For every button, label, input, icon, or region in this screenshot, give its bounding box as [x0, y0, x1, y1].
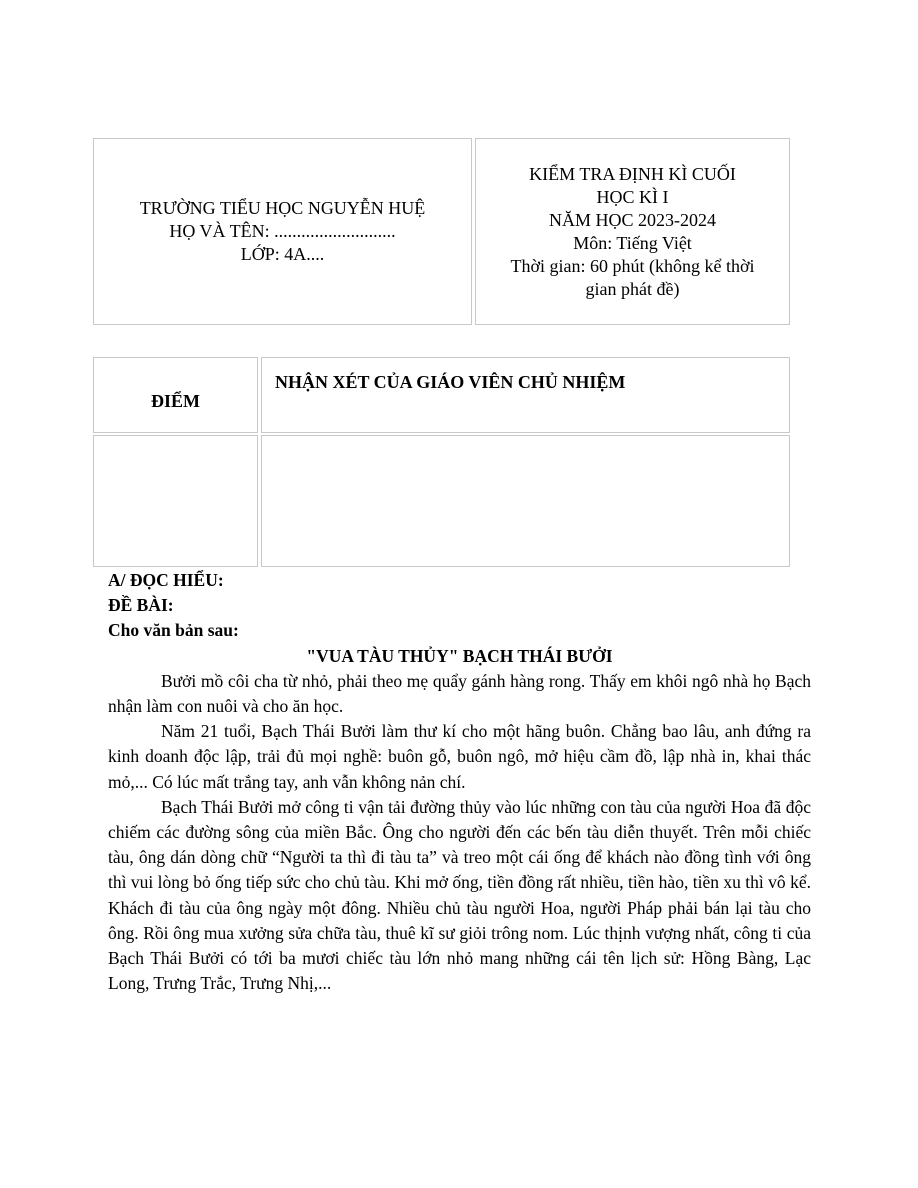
passage-title: "VUA TÀU THỦY" BẠCH THÁI BƯỞI [306, 645, 613, 666]
score-input-row [93, 435, 790, 567]
school-name: TRƯỜNG TIỂU HỌC NGUYỄN HUỆ [139, 198, 426, 218]
intro-text: Cho văn bản sau: [108, 620, 239, 641]
teacher-comment-label: NHẬN XÉT CỦA GIÁO VIÊN CHỦ NHIỆM [261, 357, 790, 433]
time-line1: Thời gian: 60 phút (không kể thời [510, 255, 755, 276]
student-name-line: HỌ VÀ TÊN: ........................... [169, 221, 396, 241]
exam-header-table [93, 138, 790, 325]
score-label: ĐIỂM [93, 357, 258, 433]
time-line2: gian phát đề) [585, 278, 680, 299]
class-line: LỚP: 4A.... [240, 244, 325, 264]
prompt-heading: ĐỀ BÀI: [108, 595, 174, 616]
section-heading: A/ ĐỌC HIỂU: [108, 570, 224, 590]
reading-section [108, 568, 811, 996]
school-info-cell [93, 138, 472, 325]
passage-paragraph-1: Bưởi mồ côi cha từ nhỏ, phải theo mẹ quẩy gánh hàng rong. Thấy em khôi ngô nhà họ Bạch nhận làm con nuôi và cho ăn học. [108, 670, 811, 717]
passage-paragraph-2: Năm 21 tuổi, Bạch Thái Bưởi làm thư kí cho một hãng buôn. Chẳng bao lâu, anh đứng ra kinh doanh độc lập, trải đủ mọi nghề: buôn gỗ, buôn ngô, mở hiệu cầm đồ, lập nhà in, khai thác mỏ,... Có lúc mất trắng tay, anh vẫn không nản chí. [108, 721, 811, 792]
exam-title-line1: KIỂM TRA ĐỊNH KÌ CUỐI [529, 163, 736, 184]
exam-info-cell [475, 138, 790, 325]
passage-paragraph-3: Bạch Thái Bưởi mở công ti vận tải đường thủy vào lúc những con tàu của người Hoa đã độc chiếm các đường sông của miền Bắc. Ông cho người đến các bến tàu diễn thuyết. Trên mỗi chiếc tàu, ông dán dòng chữ “Người ta thì đi tàu ta” và treo một cái ống để khách nào đồng tình với ông thì vui lòng bỏ ống tiếp sức cho chủ tàu. Khi mở ống, tiền đồng rất nhiều, tiền hào, tiền xu thì vô kể. Khách đi tàu của ông ngày một đông. Nhiều chủ tàu người Hoa, người Pháp phải bán lại tàu cho ông. Rồi ông mua xưởng sửa chữa tàu, thuê kĩ sư giỏi trông nom. Lúc thịnh vượng nhất, công ti của Bạch Thái Bưởi có tới ba mươi chiếc tàu lớn nhỏ mang những cái tên lịch sử: Hồng Bàng, Lạc Long, Trưng Trắc, Trưng Nhị,... [108, 796, 811, 994]
school-year: NĂM HỌC 2023-2024 [548, 209, 716, 230]
score-box[interactable] [93, 435, 258, 567]
teacher-comment-box[interactable] [261, 435, 790, 567]
score-table [93, 357, 790, 567]
subject: Môn: Tiếng Việt [573, 232, 692, 253]
exam-title-line2: HỌC KÌ I [596, 186, 669, 207]
score-header-row [93, 357, 790, 433]
